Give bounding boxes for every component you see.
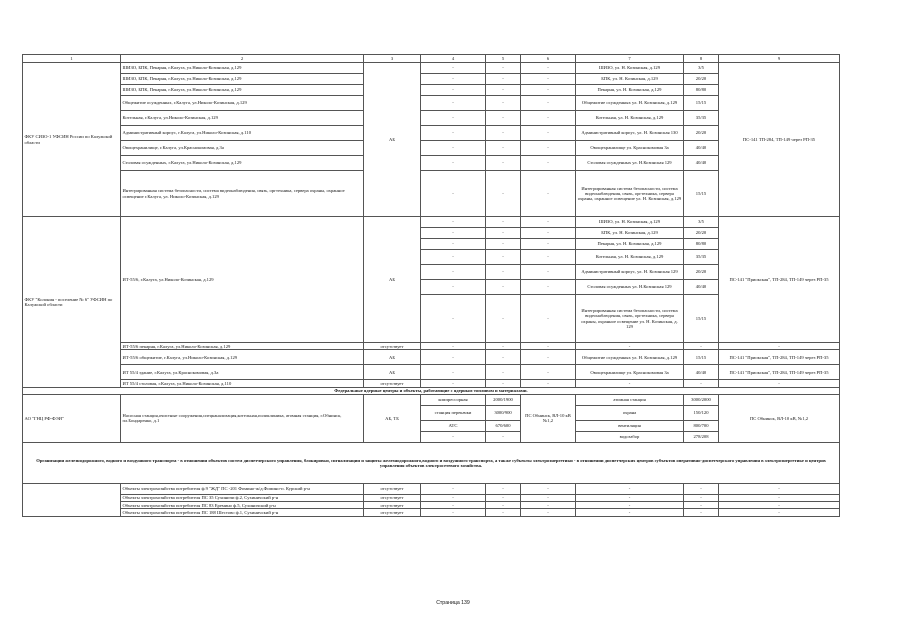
value-cell: -: [421, 250, 486, 265]
value-cell: -: [421, 295, 486, 343]
value-cell: -: [421, 365, 486, 380]
power-value: 150/120: [684, 405, 719, 420]
object-detail: Котельная, ул. Н. Козинская, д.129: [576, 111, 684, 126]
org-name: ФКУ "Колония - поселение № 6" УФСИН по Калужской области: [23, 217, 121, 388]
value-cell: -: [421, 431, 486, 442]
value-cell: -: [486, 85, 521, 96]
supply-source: -: [719, 509, 840, 516]
object-cell: ШИЗО, БПК, Пекарня, г.Калуга, ул.Николо-Козинская, д.129: [121, 63, 364, 74]
object-cell: Объекты электрохозяйства потребителя ПС 188 Шестово ф.1, Сухиничский р-н: [121, 509, 364, 516]
object-cell: Котельная, г.Калуга, ул.Николо-Козинская, д.129: [121, 111, 364, 126]
value-cell: -: [521, 217, 576, 228]
power-value: 15/15: [684, 350, 719, 365]
value-cell: -: [486, 96, 521, 111]
value-cell: -: [421, 239, 486, 250]
value-cell: -: [421, 502, 486, 509]
power-value: 15/15: [684, 171, 719, 217]
value-cell: -: [521, 509, 576, 516]
supply-source: ПС-141 ТП-284, ТП-149 через РП-35: [719, 63, 840, 217]
power-value: 20/20: [684, 126, 719, 141]
object-cell: Овощехранилище, г.Калуга, ул.Краснокомовая, д.3а: [121, 141, 364, 156]
value-cell: -: [521, 380, 576, 387]
table-row: [23, 171, 840, 217]
col-header: 8: [684, 55, 719, 63]
value-cell: -: [521, 350, 576, 365]
value-cell: АТС: [421, 420, 486, 431]
object-cell: Объекты электрохозяйства потребителя ПС 35 Сухиничи ф.2, Сухиничский р-н: [121, 494, 364, 501]
object-cell: Административный корпус, г.Калуга, ул.Николо-Козинская, д.110: [121, 126, 364, 141]
col-header: 7: [576, 55, 684, 63]
table-row: [23, 483, 840, 494]
power-value: -: [684, 380, 719, 387]
value-cell: -: [486, 509, 521, 516]
object-detail: ШИЗО, ул. Н. Козинская, д.129: [576, 63, 684, 74]
value-cell: -: [521, 85, 576, 96]
value-cell: -: [486, 350, 521, 365]
object-detail: -: [576, 483, 684, 494]
col-header: 9: [719, 55, 840, 63]
table-row: [23, 217, 840, 228]
object-cell: ИТ-55/6, г.Калуга, ул.Николо-Козинская, д.129: [121, 217, 364, 343]
power-value: 80/80: [684, 85, 719, 96]
value-cell: -: [421, 228, 486, 239]
value-cell: -: [521, 141, 576, 156]
value-cell: -: [486, 280, 521, 295]
object-cell: Столовая осужденных, г.Калуга, ул.Николо-Козинская, д.129: [121, 156, 364, 171]
object-detail: -: [576, 343, 684, 350]
value-cell: -: [486, 228, 521, 239]
value-cell: -: [421, 217, 486, 228]
value-cell: -: [486, 217, 521, 228]
supply-source: -: [719, 483, 840, 494]
value-cell: -: [421, 280, 486, 295]
object-detail: Овощехранилище ул. Краснокомовая 3а: [576, 141, 684, 156]
object-detail: Административный корпус, ул. Н. Козинская 129: [576, 265, 684, 280]
object-detail: Пекарня, ул. Н. Козинская, д.129: [576, 239, 684, 250]
col-header: 5: [486, 55, 521, 63]
object-detail: Столовая осужденных ул. Н.Козинская 129: [576, 156, 684, 171]
value-cell: -: [521, 228, 576, 239]
power-value: 40/40: [684, 141, 719, 156]
power-value: 3/5: [684, 63, 719, 74]
value-cell: -: [521, 171, 576, 217]
category-cell: отсутствует: [364, 502, 421, 509]
value-cell: -: [521, 239, 576, 250]
value-cell: 2000/1900: [486, 394, 521, 405]
object-detail: БПК, ул. Н. Козинская, д.129: [576, 74, 684, 85]
value-cell: -: [421, 265, 486, 280]
object-cell: ШИЗО, БПК, Пекарня, г.Калуга, ул.Николо-Козинская, д.129: [121, 74, 364, 85]
value-cell: -: [521, 494, 576, 501]
value-cell: -: [421, 156, 486, 171]
category-cell: АБ, ТБ: [364, 394, 421, 442]
power-value: 20/20: [684, 265, 719, 280]
value-cell: -: [486, 494, 521, 501]
category-cell: отсутствует: [364, 483, 421, 494]
col-header: 1: [23, 55, 121, 63]
object-cell: Объекты электрохозяйства потребителя ф.9 "ЖД" ПС -201 Фомино-ж/д.Фомино-п. Курский р-н: [121, 483, 364, 494]
power-value: -: [684, 509, 719, 516]
object-detail: Овощехранилище ул. Краснокомовая 3а: [576, 365, 684, 380]
category-cell: АБ: [364, 365, 421, 380]
power-value: 3/5: [684, 217, 719, 228]
value-cell: -: [421, 509, 486, 516]
power-value: 15/15: [684, 295, 719, 343]
supply-source: -: [719, 343, 840, 350]
value-cell: -: [486, 171, 521, 217]
value-cell: -: [486, 141, 521, 156]
object-cell: Общежитие осужденных, г.Калуга, ул.Николо-Козинская, д.129: [121, 96, 364, 111]
power-value: -: [684, 343, 719, 350]
supply-source: -: [719, 502, 840, 509]
value-cell: -: [521, 63, 576, 74]
power-value: 20/20: [684, 74, 719, 85]
supply-source: -: [719, 380, 840, 387]
object-detail: Котельная, ул. Н. Козинская, д.129: [576, 250, 684, 265]
category-cell: отсутствует: [364, 380, 421, 387]
table-row: [23, 63, 840, 74]
table-row: [23, 74, 840, 85]
value-cell: -: [421, 494, 486, 501]
supply-source: ПС-141 "Приокская", ТП-284, ТП-149 через РП-35: [719, 217, 840, 343]
supply-source: ПС-141 "Приокская", ТП-284, ТП-149 через РП-35: [719, 365, 840, 380]
supply-line: ПС Обнинск, ВЛ-10 кВ №1,2: [521, 394, 576, 442]
value-cell: -: [486, 295, 521, 343]
object-cell: Насосная станция,очистные сооружения,спецканализация,котельная,поликлиника, атомная станция, г.Обнинск, пл.Бондаренко, д.1: [121, 394, 364, 442]
value-cell: -: [486, 126, 521, 141]
value-cell: -: [521, 74, 576, 85]
value-cell: -: [486, 431, 521, 442]
value-cell: -: [421, 483, 486, 494]
value-cell: -: [486, 502, 521, 509]
object-detail: Административный корпус, ул. Н. Козинская 130: [576, 126, 684, 141]
value-cell: 670/600: [486, 420, 521, 431]
col-header: 6: [521, 55, 576, 63]
supply-source: ПС-141 "Приокская", ТП-284, ТП-149 через РП-35: [719, 350, 840, 365]
col-header: 2: [121, 55, 364, 63]
object-detail: Общежитие осужденных ул. Н. Козинская, д.129: [576, 350, 684, 365]
power-value: 35/35: [684, 250, 719, 265]
value-cell: -: [421, 343, 486, 350]
value-cell: -: [486, 111, 521, 126]
value-cell: -: [521, 483, 576, 494]
object-cell: ИТ-55/6 общежитие, г.Калуга, ул.Николо-Козинская, д.129: [121, 350, 364, 365]
object-detail: Общежитие осужденных ул. Н. Козинская, д.129: [576, 96, 684, 111]
value-cell: -: [521, 365, 576, 380]
category-cell: отсутствует: [364, 343, 421, 350]
value-cell: -: [486, 343, 521, 350]
power-value: -: [684, 483, 719, 494]
object-detail: Интегрированная система безопасности, система видеонаблюдения, связь, оргтехника, сервера охраны, охранное освещение ул. Н. Козинская, д.129: [576, 171, 684, 217]
table-row: [23, 141, 840, 156]
table-row: [23, 350, 840, 365]
object-detail: -: [576, 509, 684, 516]
header-row: [23, 55, 840, 63]
object-detail: Столовая осужденных ул. Н.Козинская 129: [576, 280, 684, 295]
value-cell: -: [421, 126, 486, 141]
value-cell: станция перекачки: [421, 405, 486, 420]
value-cell: -: [421, 171, 486, 217]
object-cell: ИТ 55/4 столовая, г.Калуга, ул.Николо-Козинская, д.110: [121, 380, 364, 387]
power-value: 15/15: [684, 96, 719, 111]
value-cell: -: [521, 250, 576, 265]
value-cell: -: [486, 250, 521, 265]
object-detail: -: [576, 502, 684, 509]
power-value: 40/40: [684, 365, 719, 380]
col-header: 3: [364, 55, 421, 63]
table-row: [23, 156, 840, 171]
value-cell: -: [421, 111, 486, 126]
value-cell: -: [521, 295, 576, 343]
page-number: Страница 139: [436, 600, 470, 606]
value-cell: -: [486, 380, 521, 387]
section-row: [23, 442, 840, 483]
org-name: ФКУ СИЗО-1 УФСИН России по Калужской области: [23, 63, 121, 217]
table-row: [23, 494, 840, 501]
value-cell: -: [421, 85, 486, 96]
object-detail: ШИЗО, ул. Н. Козинская, д.129: [576, 217, 684, 228]
value-cell: -: [421, 380, 486, 387]
value-cell: компрессорная: [421, 394, 486, 405]
object-detail: БПК, ул. Н. Козинская, д.129: [576, 228, 684, 239]
object-cell: Объекты электрохозяйства потребителя ПС 83 Еремино ф.5, Сухиничский р-н: [121, 502, 364, 509]
section-heading: Федеральные ядерные центры и объекты, работающие с ядерным топливом и материалами.: [23, 387, 840, 394]
document-page: [22, 54, 839, 517]
table-row: [23, 380, 840, 387]
value-cell: -: [521, 502, 576, 509]
table-row: [23, 126, 840, 141]
object-detail: Пекарня, ул. Н. Козинская, д.129: [576, 85, 684, 96]
col-header: 4: [421, 55, 486, 63]
table-row: [23, 343, 840, 350]
power-value: 40/40: [684, 156, 719, 171]
value-cell: -: [421, 350, 486, 365]
section-row: [23, 387, 840, 394]
data-table: [22, 54, 840, 517]
object-detail: водозабор: [576, 431, 684, 442]
value-cell: -: [486, 74, 521, 85]
object-detail: -: [576, 494, 684, 501]
power-value: -: [684, 502, 719, 509]
table-row: [23, 96, 840, 111]
table-row: [23, 502, 840, 509]
table-row: [23, 509, 840, 516]
org-name: АО "ГНЦ РФ-ФЭИ": [23, 394, 121, 442]
value-cell: -: [521, 156, 576, 171]
value-cell: -: [521, 111, 576, 126]
value-cell: -: [521, 343, 576, 350]
value-cell: -: [521, 280, 576, 295]
supply-source: -: [719, 494, 840, 501]
value-cell: -: [486, 365, 521, 380]
power-value: 800/700: [684, 420, 719, 431]
value-cell: -: [486, 156, 521, 171]
supply-source: ПС Обнинск, ВЛ-10 кВ, №1,2: [719, 394, 840, 442]
value-cell: -: [486, 239, 521, 250]
table-row: [23, 85, 840, 96]
category-cell: отсутствует: [364, 494, 421, 501]
category-cell: отсутствует: [364, 509, 421, 516]
value-cell: -: [421, 96, 486, 111]
value-cell: -: [421, 63, 486, 74]
object-detail: Интегрированная система безопасности, система видеонаблюдения, связь, оргтехника, сервера охраны, охранное освещение ул. Н. Козинская, д. 129: [576, 295, 684, 343]
object-cell: Интегрированная система безопасности, система видеонаблюдения, связь, оргтехника, сервера охраны, охранное освещение г.Калуга, ул. Николо-Козинская, д.129: [121, 171, 364, 217]
value-cell: -: [521, 96, 576, 111]
table-row: [23, 365, 840, 380]
value-cell: -: [421, 74, 486, 85]
table-row: [23, 111, 840, 126]
table-row: [23, 394, 840, 405]
power-value: 278/208: [684, 431, 719, 442]
object-detail: атомная станция: [576, 394, 684, 405]
value-cell: -: [486, 265, 521, 280]
value-cell: -: [521, 265, 576, 280]
category-cell: АБ: [364, 350, 421, 365]
object-cell: ИТ 55/4 здание, г.Калуга, ул.Краснокомовая, д.3а: [121, 365, 364, 380]
power-value: 80/80: [684, 239, 719, 250]
section-heading: Организации железнодорожного, водного и воздушного транспорта - в отношении объектов систем диспетчерского управления, блокировки, сигнализации и защиты железнодорожного,водного и воздушного транспорта, а также субъекты электроэнергетики - в отношении диспетчерских центров субъектов оперативно-диспетчерского управления в электроэнергетике и центров управления объектов электросетевого хозяйства.: [23, 442, 840, 483]
value-cell: -: [421, 141, 486, 156]
power-value: 3000/2000: [684, 394, 719, 405]
power-value: 40/40: [684, 280, 719, 295]
org-name: [23, 483, 121, 516]
object-cell: ШИЗО, БПК, Пекарня, г.Калуга, ул.Николо-Козинская, д.129: [121, 85, 364, 96]
value-cell: 3000/900: [486, 405, 521, 420]
value-cell: -: [486, 63, 521, 74]
category-cell: АБ: [364, 217, 421, 343]
power-value: 35/35: [684, 111, 719, 126]
value-cell: -: [486, 483, 521, 494]
object-detail: вентиляция: [576, 420, 684, 431]
power-value: 20/20: [684, 228, 719, 239]
value-cell: -: [521, 126, 576, 141]
object-cell: ИТ-55/6 пекарня, г.Калуга, ул.Николо-Козинская, д.129: [121, 343, 364, 350]
category-cell: АБ: [364, 63, 421, 217]
power-value: -: [684, 494, 719, 501]
object-detail: охрана: [576, 405, 684, 420]
object-detail: -: [576, 380, 684, 387]
